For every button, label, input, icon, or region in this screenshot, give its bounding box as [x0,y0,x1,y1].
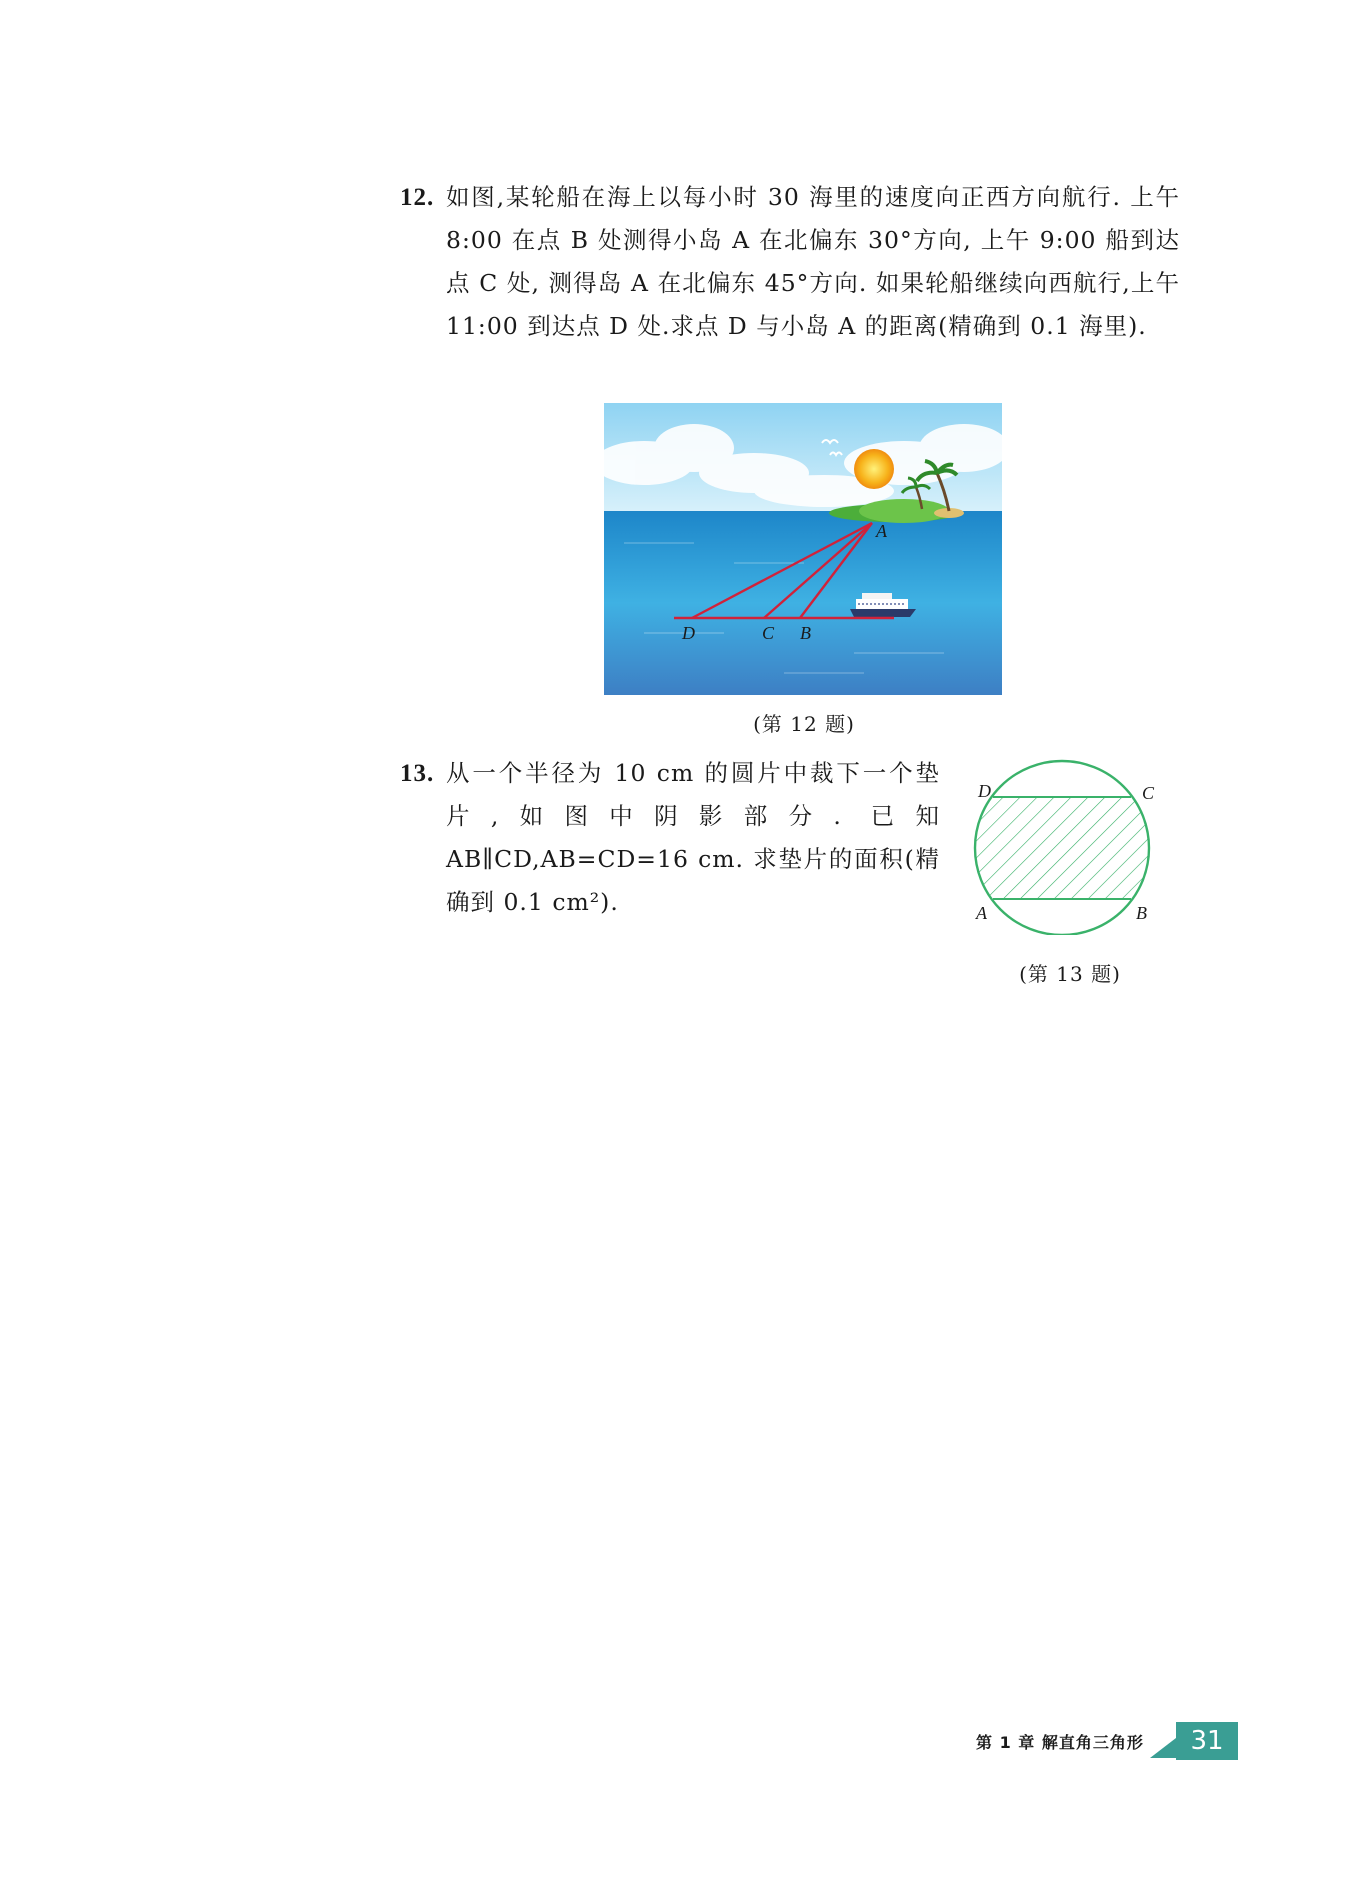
label-point-a: A [876,521,887,541]
problem-number: 12. [400,184,435,211]
chapter-title: 第 1 章 解直角三角形 [976,1733,1144,1752]
sun-icon [854,449,894,489]
problem-13 [400,752,940,924]
problem-text: 从一个半径为 10 cm 的圆片中裁下一个垫片,如图中阴影部分. 已知 AB∥CD,AB=CD=16 cm. 求垫片的面积(精确到 0.1 cm²). [446,759,940,916]
island-ship-figure [604,403,1002,695]
page-tab-icon [1150,1732,1178,1760]
circle-gasket-figure [960,755,1180,935]
shaded-region [970,797,1160,899]
problem-12 [400,176,1180,348]
page-number: 31 [1176,1722,1238,1760]
figure-caption-13: (第 13 题) [1019,962,1121,986]
label-point-a: A [976,903,987,923]
page-footer [970,1722,1240,1762]
label-point-b: B [1136,903,1147,923]
problem-number: 13. [400,760,435,787]
label-point-d: D [682,623,695,643]
label-point-d: D [978,781,991,801]
figure-caption-12: (第 12 题) [753,712,855,736]
label-point-c: C [762,623,775,643]
label-point-b: B [800,623,811,643]
label-point-c: C [1142,783,1155,803]
problem-text: 如图,某轮船在海上以每小时 30 海里的速度向正西方向航行. 上午 8:00 在点 B 处测得小岛 A 在北偏东 30°方向, 上午 9:00 船到达点 C 处, 测得岛 A 在北偏东 45°方向. 如果轮船继续向西航行,上午 11:00 到达点 D 处.求点 D 与小岛 A 的距离(精确到 0.1 海里). [446,183,1180,340]
